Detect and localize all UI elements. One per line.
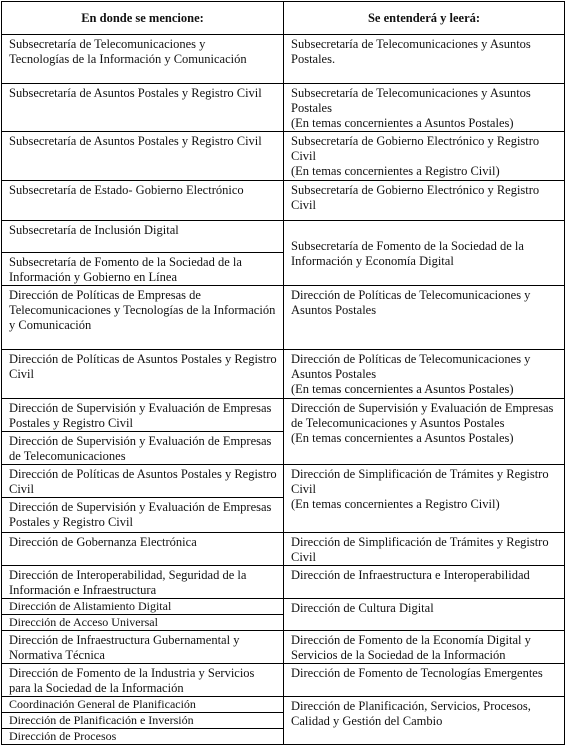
- table-row: [2, 631, 565, 664]
- table-row: [2, 350, 565, 399]
- header-col-read-as: Se entenderá y leerá:: [284, 2, 565, 35]
- table-row: [2, 465, 565, 498]
- right-cell: Dirección de Infraestructura e Interoperabilidad: [284, 566, 565, 599]
- left-cell: Dirección de Fomento de la Industria y Servicios para la Sociedad de la Información: [2, 664, 284, 697]
- table-row: [2, 286, 565, 350]
- right-cell: Subsecretaría de Telecomunicaciones y Asuntos Postales (En temas concernientes a Asuntos Postales): [284, 84, 565, 132]
- right-cell: Dirección de Simplificación de Trámites y Registro Civil (En temas concernientes a Registro Civil): [284, 465, 565, 533]
- left-cell: Dirección de Políticas de Asuntos Postales y Registro Civil: [2, 465, 284, 498]
- left-cell: Dirección de Procesos: [2, 729, 284, 745]
- table-row: [2, 599, 565, 615]
- table-row: [2, 221, 565, 253]
- left-cell: Dirección de Gobernanza Electrónica: [2, 533, 284, 566]
- left-cell: Subsecretaría de Fomento de la Sociedad de la Información y Gobierno en Línea: [2, 253, 284, 286]
- left-cell: Dirección de Políticas de Asuntos Postales y Registro Civil: [2, 350, 284, 399]
- table-row: [2, 399, 565, 432]
- right-cell: Dirección de Supervisión y Evaluación de Empresas de Telecomunicaciones y Asuntos Postales (En temas concernientes a Asuntos Postales): [284, 399, 565, 465]
- right-cell: Subsecretaría de Gobierno Electrónico y Registro Civil: [284, 181, 565, 221]
- left-cell: Subsecretaría de Asuntos Postales y Registro Civil: [2, 84, 284, 132]
- right-cell: Dirección de Fomento de Tecnologías Emergentes: [284, 664, 565, 697]
- table-row: [2, 84, 565, 132]
- table-row: [2, 132, 565, 181]
- right-cell: Subsecretaría de Gobierno Electrónico y Registro Civil (En temas concernientes a Registro Civil): [284, 132, 565, 181]
- table-row: [2, 566, 565, 599]
- table-row: [2, 664, 565, 697]
- header-row: [2, 2, 565, 35]
- right-cell: Subsecretaría de Telecomunicaciones y Asuntos Postales.: [284, 35, 565, 84]
- left-cell: Dirección de Interoperabilidad, Seguridad de la Información e Infraestructura: [2, 566, 284, 599]
- equivalence-table: [1, 1, 565, 745]
- right-cell: Subsecretaría de Fomento de la Sociedad de la Información y Economía Digital: [284, 221, 565, 286]
- left-cell: Dirección de Políticas de Empresas de Telecomunicaciones y Tecnologías de la Información y Comunicación: [2, 286, 284, 350]
- right-cell: Dirección de Cultura Digital: [284, 599, 565, 631]
- header-col-mention: En donde se mencione:: [2, 2, 284, 35]
- right-cell: Dirección de Políticas de Telecomunicaciones y Asuntos Postales (En temas concernientes a Asuntos Postales): [284, 350, 565, 399]
- table-row: [2, 35, 565, 84]
- left-cell: Subsecretaría de Inclusión Digital: [2, 221, 284, 253]
- right-cell: Dirección de Políticas de Telecomunicaciones y Asuntos Postales: [284, 286, 565, 350]
- left-cell: Subsecretaría de Asuntos Postales y Registro Civil: [2, 132, 284, 181]
- table-row: [2, 533, 565, 566]
- left-cell: Dirección de Supervisión y Evaluación de Empresas Postales y Registro Civil: [2, 399, 284, 432]
- left-cell: Coordinación General de Planificación: [2, 697, 284, 713]
- left-cell: Dirección de Supervisión y Evaluación de Empresas de Telecomunicaciones: [2, 432, 284, 465]
- left-cell: Dirección de Acceso Universal: [2, 615, 284, 631]
- table-row: [2, 697, 565, 713]
- left-cell: Dirección de Planificación e Inversión: [2, 713, 284, 729]
- right-cell: Dirección de Planificación, Servicios, Procesos, Calidad y Gestión del Cambio: [284, 697, 565, 745]
- left-cell: Dirección de Supervisión y Evaluación de Empresas Postales y Registro Civil: [2, 498, 284, 533]
- left-cell: Dirección de Infraestructura Gubernamental y Normativa Técnica: [2, 631, 284, 664]
- right-cell: Dirección de Simplificación de Trámites y Registro Civil: [284, 533, 565, 566]
- right-cell: Dirección de Fomento de la Economía Digital y Servicios de la Sociedad de la Información: [284, 631, 565, 664]
- table-row: [2, 181, 565, 221]
- left-cell: Subsecretaría de Telecomunicaciones y Tecnologías de la Información y Comunicación: [2, 35, 284, 84]
- left-cell: Subsecretaría de Estado- Gobierno Electrónico: [2, 181, 284, 221]
- left-cell: Dirección de Alistamiento Digital: [2, 599, 284, 615]
